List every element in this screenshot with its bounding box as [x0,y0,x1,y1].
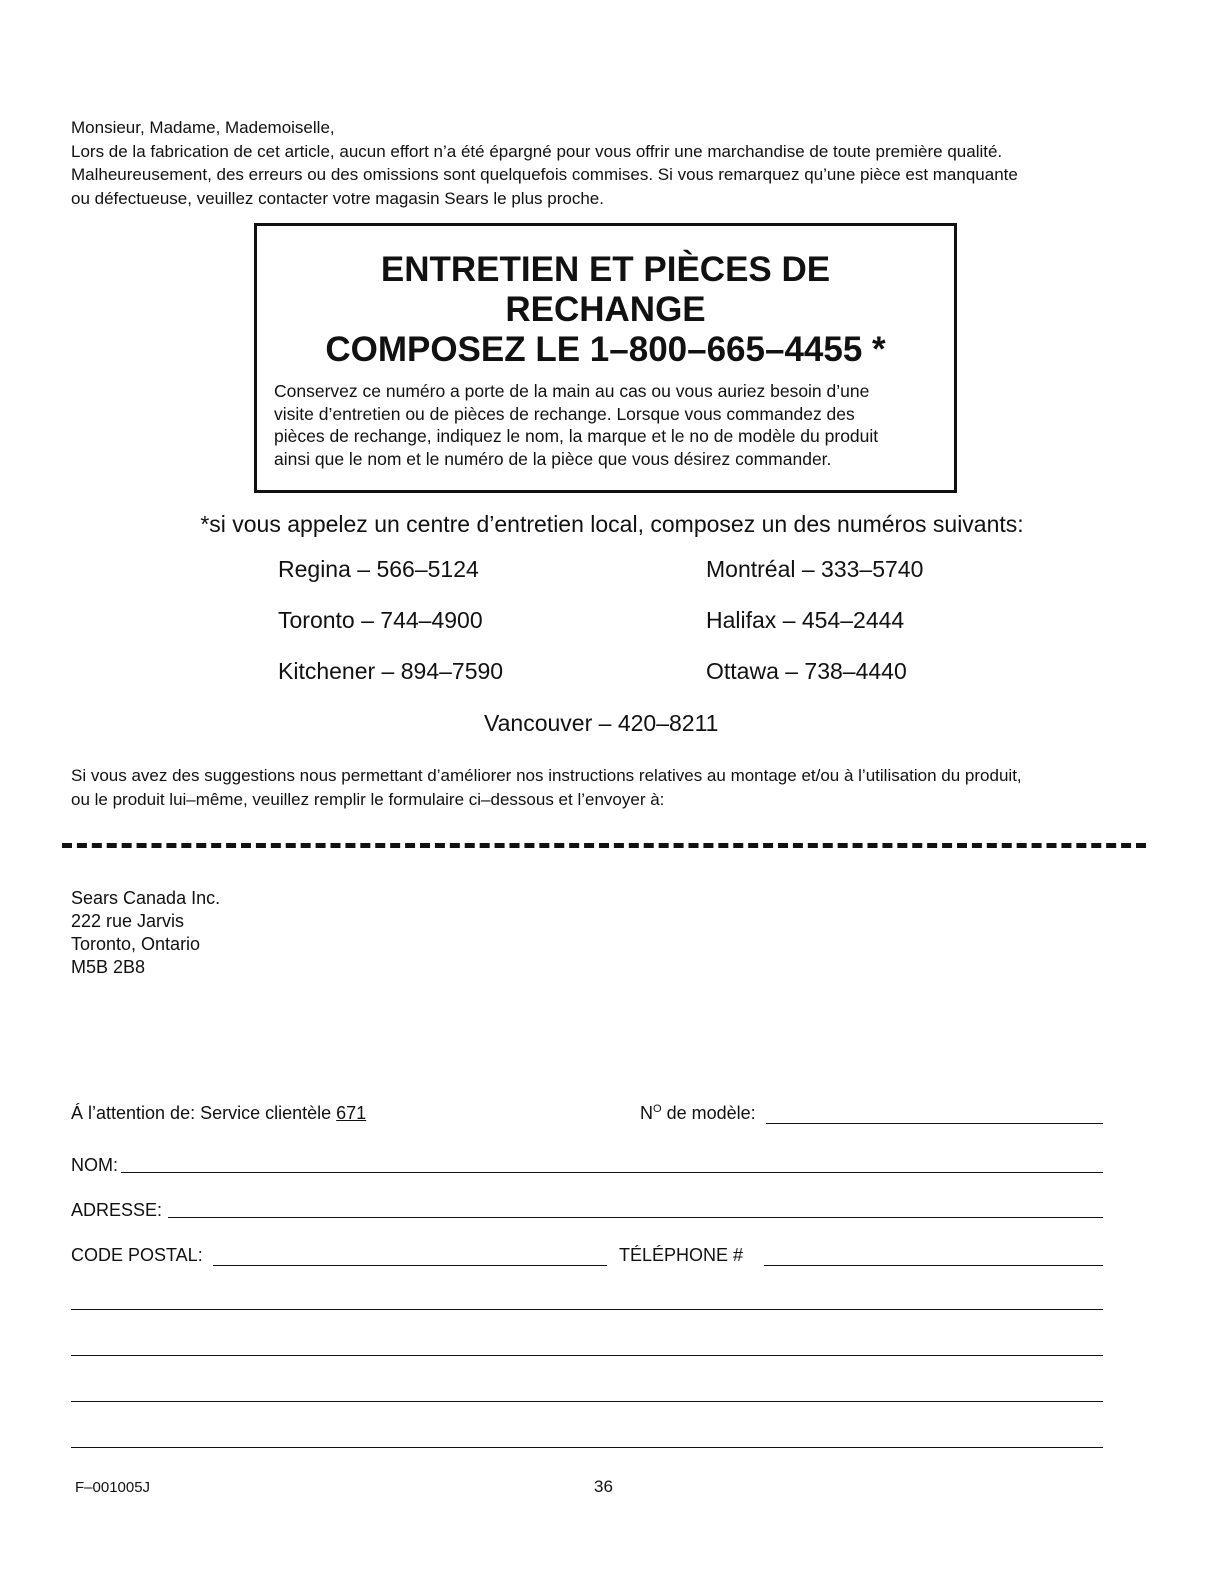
address-line: 222 rue Jarvis [71,911,185,931]
service-box-title-line: RECHANGE [505,290,706,329]
local-center-montreal: Montréal – 333–5740 [706,556,924,582]
name-label: NOM: [71,1155,118,1175]
phone-label: TÉLÉPHONE # [619,1245,744,1265]
model-number-label [640,1103,756,1124]
service-box-body-line: visite d’entretien ou de pièces de rechange. Lorsque vous commandez des [274,403,855,424]
service-box-body [274,380,954,470]
attention-code: 671 [336,1103,367,1123]
address-line: Sears Canada Inc. [71,888,221,908]
attention-text: Á l’attention de: Service clientèle [71,1103,337,1123]
comment-line[interactable] [71,1447,1103,1448]
service-box-title [257,250,954,370]
model-label-sup: O [653,1103,662,1115]
service-box-body-line: pièces de rechange, indiquez le nom, la marque et le no de modèle du produit [274,426,879,446]
cut-line-divider [62,843,1146,848]
local-centers-heading: *si vous appelez un centre d’entretien local, composez un des numéros suivants: [200,511,1024,537]
service-parts-box [254,223,957,493]
address-field[interactable] [168,1217,1103,1218]
suggestion-line: Si vous avez des suggestions nous permettant d’améliorer nos instructions relatives au montage et/ou à l’utilisation du produit, [71,766,1022,785]
model-label-prefix: N [640,1103,653,1123]
name-field[interactable] [121,1172,1103,1173]
address-line: Toronto, Ontario [71,934,201,954]
form-code: F–001005J [75,1479,151,1496]
service-box-body-line: ainsi que le nom et le numéro de la pièce que vous désirez commander. [274,448,832,469]
suggestion-paragraph [71,764,1022,811]
mailing-address [71,887,220,979]
service-phone-number: COMPOSEZ LE 1–800–665–4455 * [325,330,886,369]
comment-line[interactable] [71,1355,1103,1356]
address-line: M5B 2B8 [71,957,146,977]
local-center-halifax: Halifax – 454–2444 [706,607,905,633]
comment-line[interactable] [71,1309,1103,1310]
local-center-regina: Regina – 566–5124 [278,556,479,582]
local-center-kitchener: Kitchener – 894–7590 [278,658,504,684]
postal-code-label: CODE POSTAL: [71,1245,203,1265]
local-center-toronto: Toronto – 744–4900 [278,607,483,633]
service-box-title-line: ENTRETIEN ET PIÈCES DE [380,250,831,289]
intro-paragraph [71,116,1151,210]
suggestion-line: ou le produit lui–même, veuillez remplir le formulaire ci–dessous et l’envoyer à: [71,789,665,809]
service-box-body-line: Conservez ce numéro a porte de la main au cas ou vous auriez besoin d’une [274,381,870,401]
attention-label [71,1103,366,1124]
intro-greeting: Monsieur, Madame, Mademoiselle, [71,118,335,137]
intro-line: ou défectueuse, veuillez contacter votre magasin Sears le plus proche. [71,188,604,208]
page-number: 36 [594,1477,613,1496]
local-center-ottawa: Ottawa – 738–4440 [706,658,907,684]
postal-code-field[interactable] [213,1265,607,1266]
intro-line: Lors de la fabrication de cet article, aucun effort n’a été épargné pour vous offrir une marchandise de toute première qualité. [71,141,1003,161]
address-label: ADRESSE: [71,1200,163,1220]
comment-line[interactable] [71,1401,1103,1402]
model-label-suffix: de modèle: [661,1103,756,1123]
phone-field[interactable] [764,1265,1103,1266]
local-center-vancouver: Vancouver – 420–8211 [484,710,719,736]
model-number-field[interactable] [766,1123,1103,1124]
intro-line: Malheureusement, des erreurs ou des omissions sont quelquefois commises. Si vous remarquez qu’une pièce est manquante [71,165,1018,184]
